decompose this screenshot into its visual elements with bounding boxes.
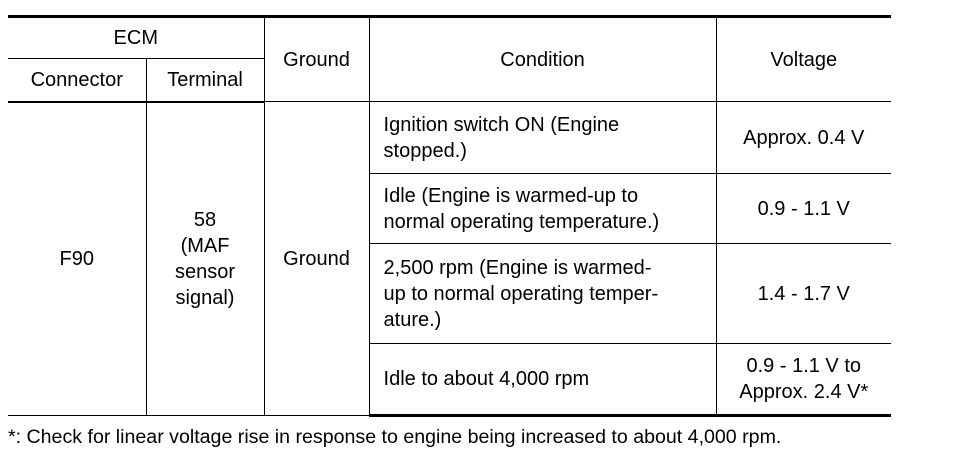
header-terminal: Terminal bbox=[146, 59, 264, 102]
voltage-line: Approx. 2.4 V* bbox=[739, 381, 869, 403]
header-connector: Connector bbox=[8, 59, 146, 102]
condition-line: 2,500 rpm (Engine is warmed- bbox=[383, 256, 652, 279]
voltage-cell bbox=[716, 174, 891, 244]
condition-cell bbox=[369, 344, 716, 416]
terminal-desc-line: (MAF bbox=[180, 234, 230, 257]
condition-line: up to normal operating temper- bbox=[383, 282, 659, 305]
header-voltage: Voltage bbox=[716, 17, 891, 102]
voltage-cell bbox=[716, 244, 891, 344]
header-condition: Condition bbox=[369, 17, 716, 102]
voltage-cell bbox=[716, 344, 891, 416]
condition-line: Idle (Engine is warmed-up to bbox=[383, 184, 639, 207]
condition-line: stopped.) bbox=[383, 139, 467, 162]
header-ecm: ECM bbox=[8, 17, 264, 59]
header-row bbox=[8, 17, 891, 59]
voltage-line: 1.4 - 1.7 V bbox=[757, 282, 850, 305]
ground-cell: Ground bbox=[264, 102, 369, 416]
voltage-cell bbox=[716, 102, 891, 174]
condition-cell bbox=[369, 102, 716, 174]
footnote: *: Check for linear voltage rise in response to engine being increased to about 4,000 rpm. bbox=[8, 426, 782, 448]
table-row bbox=[8, 102, 891, 174]
voltage-line: Approx. 0.4 V bbox=[743, 126, 865, 149]
terminal-desc-line: signal) bbox=[175, 286, 235, 309]
condition-line: ature.) bbox=[383, 308, 442, 331]
connector-cell: F90 bbox=[8, 102, 146, 416]
terminal-cell bbox=[146, 102, 264, 416]
condition-line: normal operating temperature.) bbox=[383, 210, 660, 233]
condition-cell bbox=[369, 244, 716, 344]
voltage-spec-table bbox=[8, 15, 891, 417]
terminal-number: 58 bbox=[193, 208, 217, 231]
condition-cell bbox=[369, 174, 716, 244]
voltage-line: 0.9 - 1.1 V to bbox=[746, 355, 862, 377]
condition-line: Idle to about 4,000 rpm bbox=[383, 368, 590, 390]
voltage-line: 0.9 - 1.1 V bbox=[757, 197, 850, 220]
condition-line: Ignition switch ON (Engine bbox=[383, 113, 620, 136]
header-ground: Ground bbox=[264, 17, 369, 102]
terminal-desc-line: sensor bbox=[174, 260, 236, 283]
